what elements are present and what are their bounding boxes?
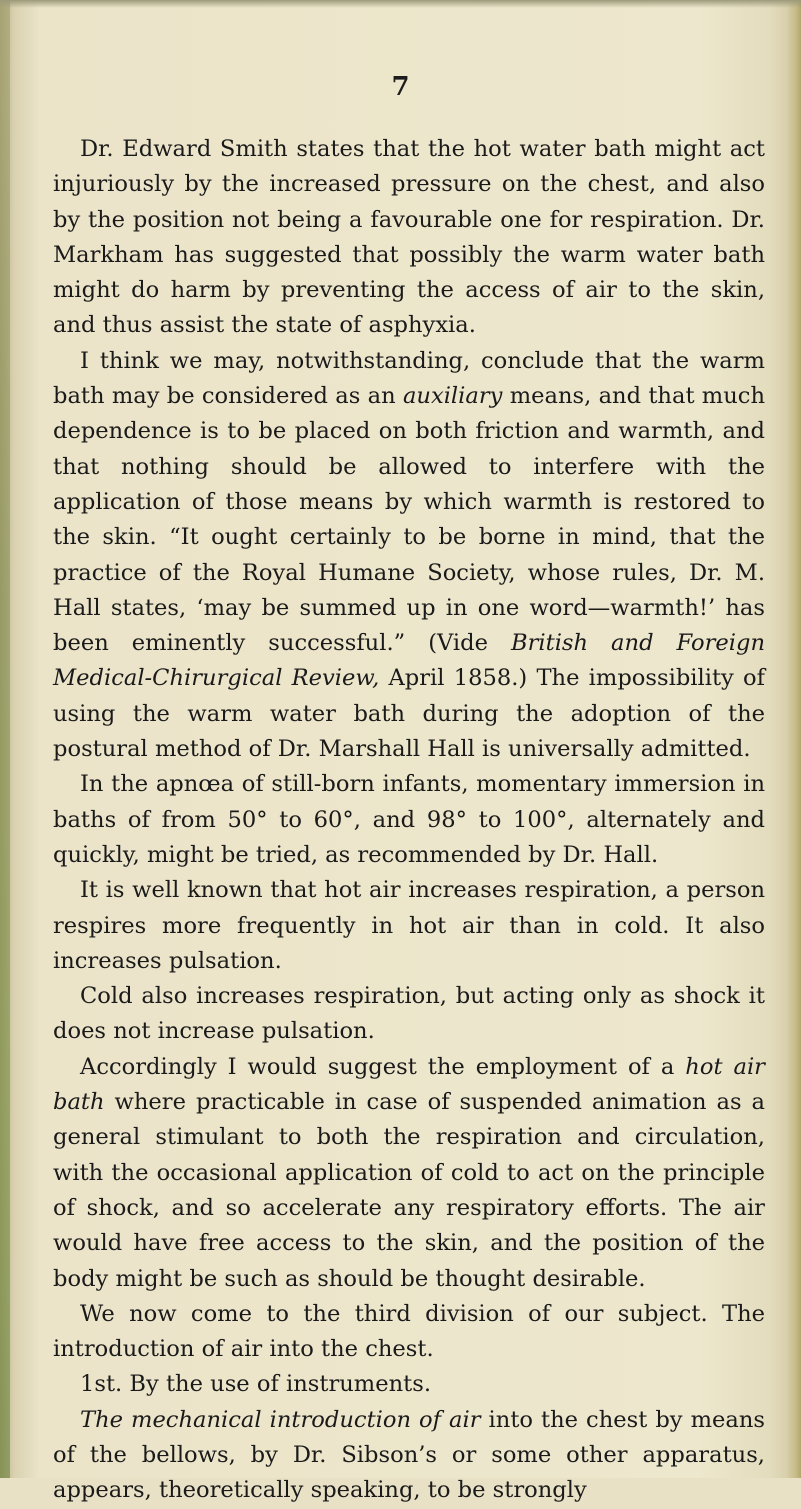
paragraph xyxy=(53,1367,765,1402)
italic-text: auxiliary xyxy=(402,383,503,410)
paragraph xyxy=(53,1403,765,1509)
text-run: Accordingly I would suggest the employment of a xyxy=(80,1053,686,1080)
italic-text: hot air bath xyxy=(53,1053,765,1116)
text-run: It is well known that hot air increases respiration, a person respires more frequently in hot air than in cold. It also increases pulsation. xyxy=(53,877,765,974)
paragraph xyxy=(53,344,765,768)
paragraph xyxy=(53,132,765,344)
text-run: Cold also increases respiration, but acting only as shock it does not increase pulsation. xyxy=(53,983,765,1045)
paragraph xyxy=(53,979,765,1050)
italic-text: British and Foreign Medical-Chirurgical Review, xyxy=(53,630,765,692)
page-spine-edge xyxy=(0,0,10,1478)
paragraph xyxy=(53,1297,765,1368)
body-text xyxy=(53,132,765,1509)
italic-text: The mechanical introduction of air xyxy=(80,1406,481,1433)
text-run: 1st. By the use of instruments. xyxy=(80,1371,431,1398)
text-run: In the apnœa of still-born infants, momentary immersion in baths of from 50° to 60°, and 98° to 100°, alternately and quickly, might be tried, as recommended by Dr. Hall. xyxy=(53,771,765,868)
page-number: 7 xyxy=(391,72,410,102)
paragraph xyxy=(53,873,765,979)
page-top-edge xyxy=(0,0,801,8)
text-run: I think we may, notwithstanding, conclude that the warm bath may be considered as an xyxy=(53,347,765,410)
text-run: We now come to the third division of our subject. The introduction of air into the chest. xyxy=(53,1300,765,1363)
text-run: Dr. Edward Smith states that the hot water bath might act injuriously by the increased pressure on the chest, and also by the position not being a favourable one for respiration. Dr. Markham has suggested that possibly the warm water bath might do harm by preventing the access of air to the skin, and thus assist the state of asphyxia. xyxy=(53,136,765,339)
text-run: into the chest by means of the bellows, by Dr. Sibson’s or some other apparatus, appears, theoretically speaking, to be strongly xyxy=(53,1406,765,1504)
paragraph xyxy=(53,767,765,873)
paragraph xyxy=(53,1050,765,1297)
text-run: April 1858.) The impossibility of using the warm water bath during the adoption of the postural method of Dr. Marshall Hall is universally admitted. xyxy=(53,665,765,763)
text-run: means, and that much dependence is to be placed on both friction and warmth, and that nothing should be allowed to interfere with the application of those means by which warmth is restored to the skin. “It ought certainly to be borne in mind, that the practice of the Royal Humane Society, whose rules, Dr. M. Hall states, ‘may be summed up in one word—warmth!’ has been eminently successful.” (Vide xyxy=(53,383,765,657)
text-run: where practicable in case of suspended animation as a general stimulant to both the respiration and circulation, with the occasional application of cold to act on the principle of shock, and so accelerate any respiratory efforts. The air would have free access to the skin, and the position of the body might be such as should be thought desirable. xyxy=(53,1089,765,1292)
page-right-edge xyxy=(787,0,801,1478)
